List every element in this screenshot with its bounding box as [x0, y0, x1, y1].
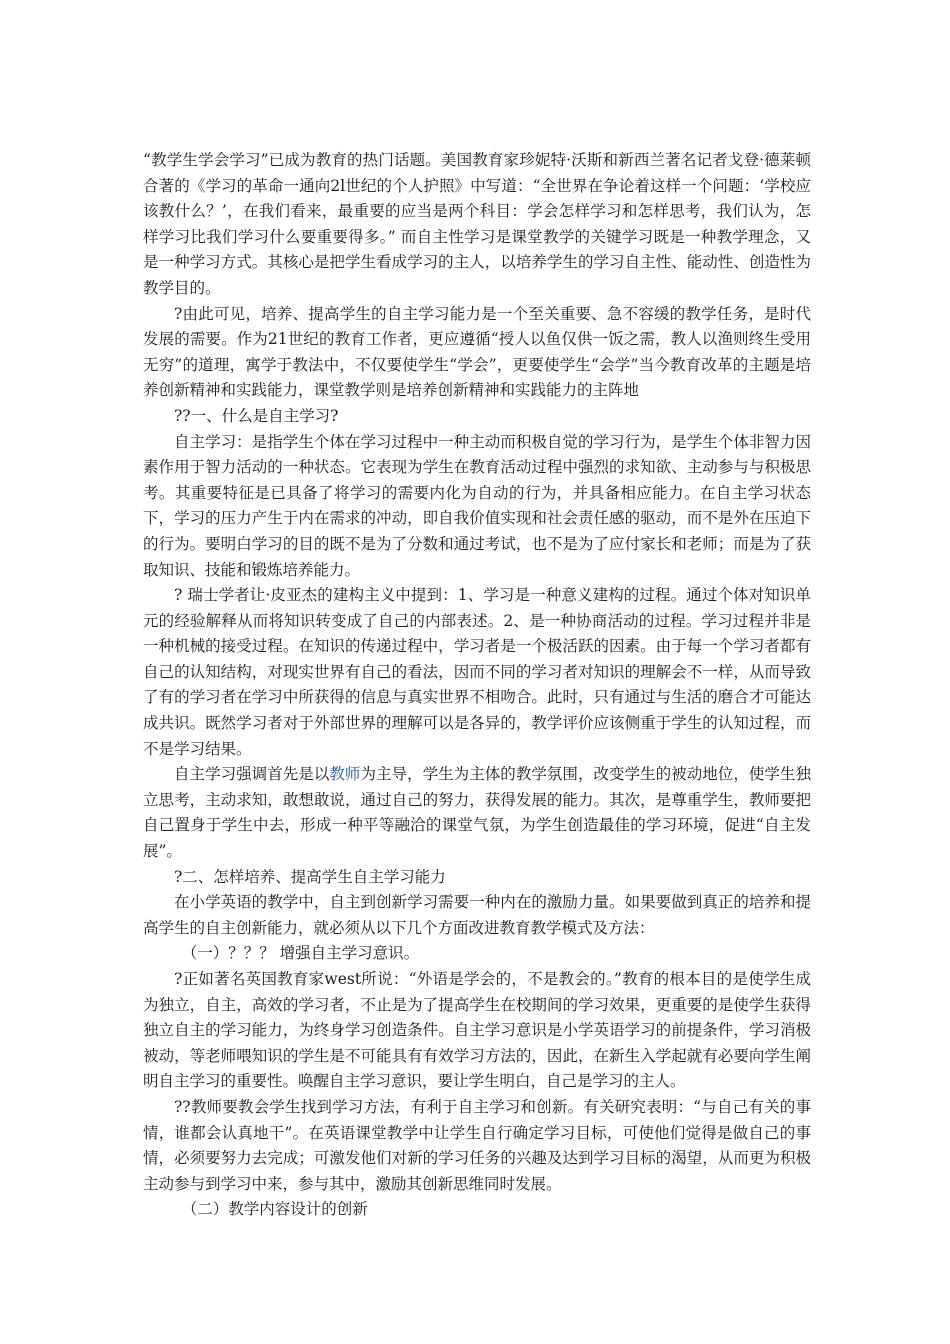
- paragraph-importance: ?由此可见，培养、提高学生的自主学习能力是一个至关重要、急不容缓的教学任务，是时代发展的需要。作为21世纪的教育工作者，更应遵循“授人以鱼仅供一饭之需，教人以渔则终生受用无穷”的道理，寓学于教法中，不仅要使学生“学会”，更要使学生“会学”当今教育改革的主题是培养创新精神和实践能力，课堂教学则是培养创新精神和实践能力的主阵地: [143, 304, 811, 400]
- section-heading-what-is-self-learning: ??一、什么是自主学习?: [174, 406, 339, 425]
- section-heading-how-to-cultivate: ?二、怎样培养、提高学生自主学习能力: [174, 867, 446, 886]
- paragraph-definition: 自主学习：是指学生个体在学习过程中一种主动而积极自觉的学习行为，是学生个体非智力因素作用于智力活动的一种状态。它表现为学生在教育活动过程中强烈的求知欲、主动参与与积极思考。其重要特征是已具备了将学习的需要内化为自动的行为，并具备相应能力。在自主学习状态下，学习的压力产生于内在需求的冲动，即自我价值实现和社会责任感的驱动，而不是外在压迫下的行为。要明白学习的目的既不是为了分数和通过考试，也不是为了应付家长和老师；而是为了获取知识、技能和锻炼培养能力。: [143, 432, 811, 579]
- document-page: [143, 148, 811, 1223]
- paragraph-english-teaching: 在小学英语的教学中，自主到创新学习需要一种内在的激励力量。如果要做到真正的培养和提高学生的自主创新能力，就必须从以下几个方面改进教育教学模式及方法：: [143, 893, 811, 937]
- paragraph-teacher-led-start: 自主学习强调首先是以: [174, 765, 330, 784]
- teacher-link[interactable]: 教师: [329, 765, 361, 784]
- subsection-heading-content-design: （二）教学内容设计的创新: [181, 1200, 368, 1219]
- paragraph-intro: “教学生学会学习”已成为教育的热门话题。美国教育家珍妮特·沃斯和新西兰著名记者戈登·德莱顿合著的《学习的革命一通向2l世纪的个人护照》中写道：“全世界在争论着这样一个问题：‘学校应该教什么？’，在我们看来，最重要的应当是两个科目：学会怎样学习和怎样思考，我们认为，怎样学习比我们学习什么要重要得多。” 而自主性学习是课堂教学的关键学习既是一种教学理念，又是一种学习方式。其核心是把学生看成学习的主人，以培养学生的学习自主性、能动性、创造性为教学目的。: [143, 151, 811, 297]
- paragraph-teacher-led-end: 为主导，学生为主体的教学氛围，改变学生的被动地位，使学生独立思考，主动求知，敢想敢说，通过自己的努力，获得发展的能力。其次，是尊重学生，教师要把自己置身于学生中去，形成一种平等融洽的课堂气氛，为学生创造最佳的学习环境，促进“自主发展”。: [143, 765, 811, 861]
- subsection-heading-awareness: （一）？？？ 增强自主学习意识。: [181, 944, 420, 963]
- paragraph-learning-methods: ??教师要教会学生找到学习方法，有利于自主学习和创新。有关研究表明：“与自己有关的事情，谁都会认真地干”。在英语课堂教学中让学生自行确定学习目标，可使他们觉得是做自己的事情，必须要努力去完成；可激发他们对新的学习任务的兴趣及达到学习目标的渴望，从而更为积极主动参与到学习中来，参与其中，激励其创新思维同时发展。: [143, 1097, 811, 1193]
- paragraph-west-quote: ?正如著名英国教育家west所说：“外语是学会的，不是教会的。”教育的根本目的是使学生成为独立，自主，高效的学习者，不止是为了提高学生在校期间的学习效果，更重要的是使学生获得独立自主的学习能力，为终身学习创造条件。自主学习意识是小学英语学习的前提条件，学习消极被动，等老师喂知识的学生是不可能具有有效学习方法的，因此，在新生入学起就有必要向学生阐明自主学习的重要性。唤醒自主学习意识，要让学生明白，自己是学习的主人。: [143, 970, 811, 1091]
- paragraph-teacher-led: [143, 762, 811, 864]
- paragraph-piaget: ? 瑞士学者让·皮亚杰的建构主义中提到：1、学习是一种意义建构的过程。通过个体对知识单元的经验解释从而将知识转变成了自己的内部表述。2、是一种协商活动的过程。学习过程并非是一种机械的接受过程。在知识的传递过程中，学习者是一个极活跃的因素。由于每一个学习者都有自己的认知结构，对现实世界有自己的看法，因而不同的学习者对知识的理解会不一样，从而导致了有的学习者在学习中所获得的信息与真实世界不相吻合。此时，只有通过与生活的磨合才可能达成共识。既然学习者对于外部世界的理解可以是各异的，教学评价应该侧重于学生的认知过程，而不是学习结果。: [143, 586, 811, 758]
